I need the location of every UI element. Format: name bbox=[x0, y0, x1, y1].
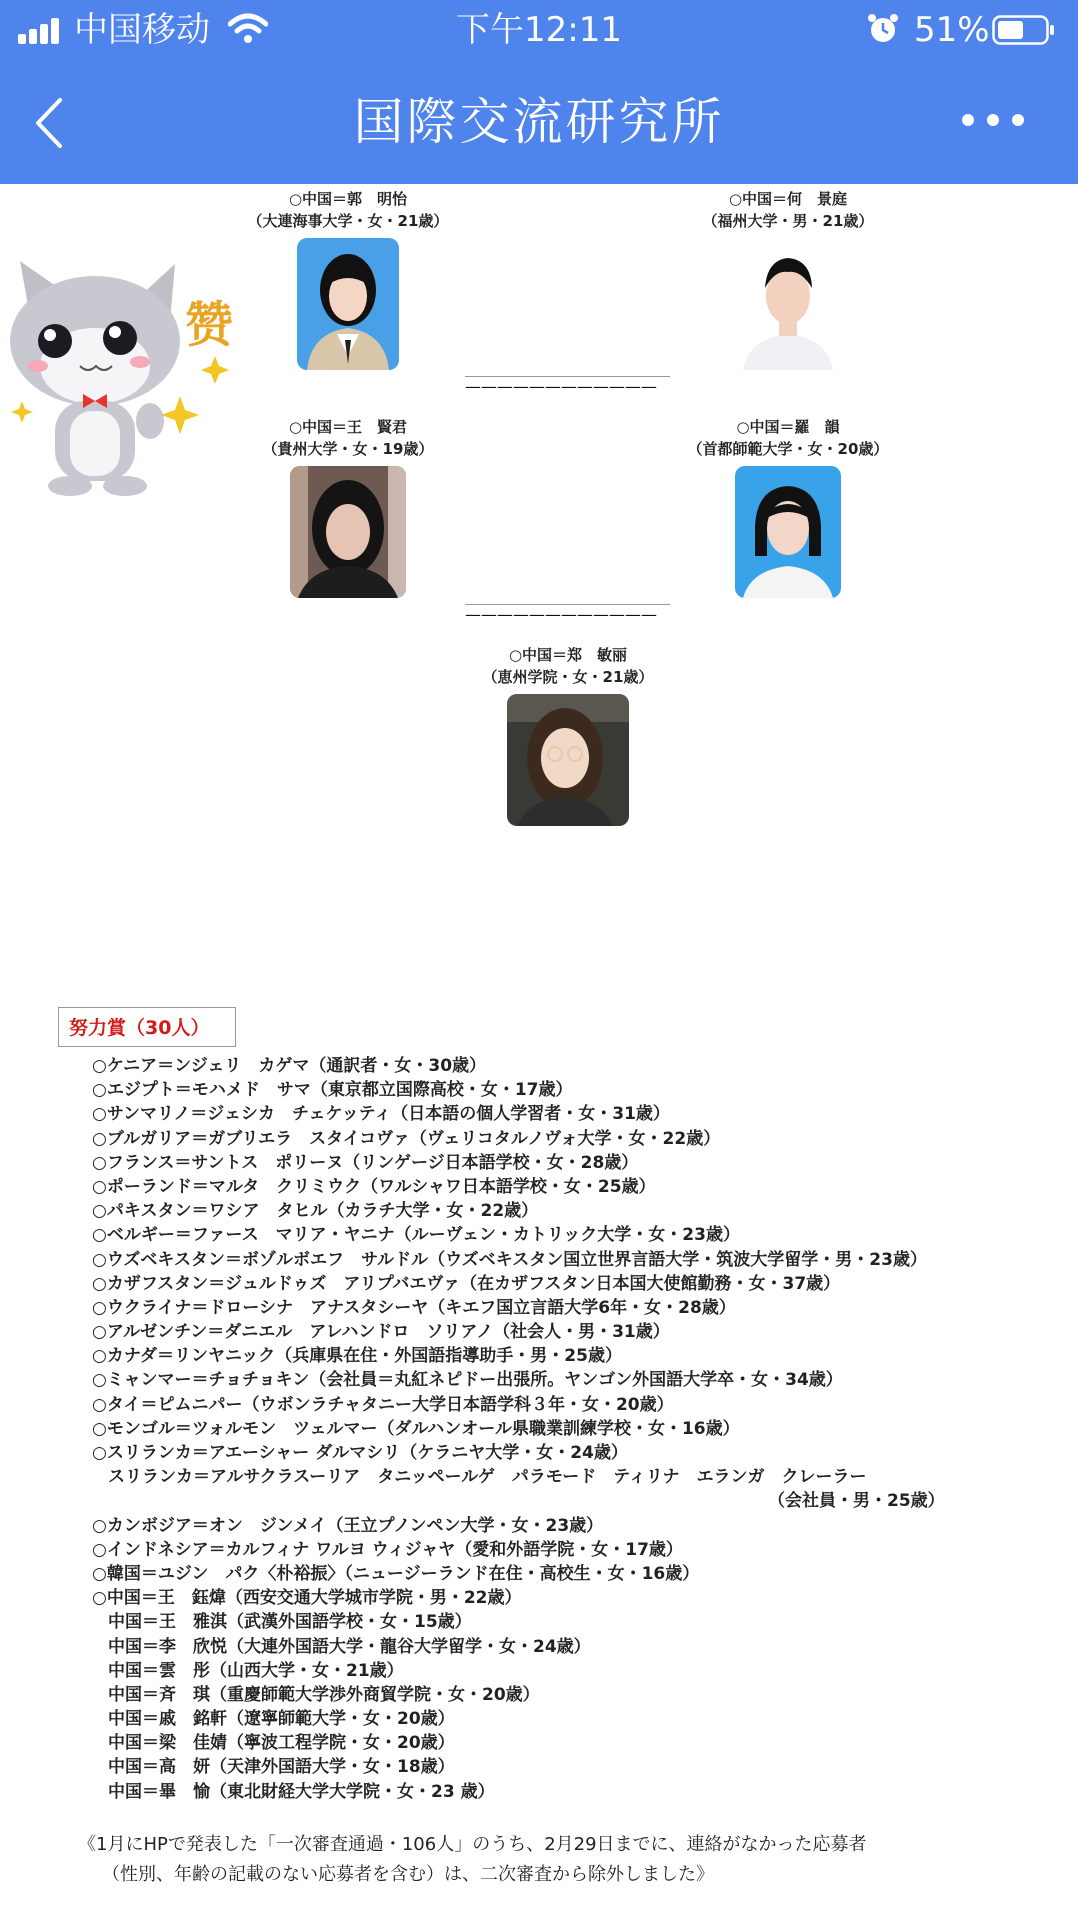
list-item: ○ウズベキスタン＝ボゾルボエフ サルドル（ウズベキスタン国立世界言語大学・筑波大学留学・男・23歳） bbox=[92, 1249, 927, 1270]
winner-name: ○中国＝何 景庭 bbox=[728, 190, 848, 208]
list-item: ○カザフスタン＝ジュルドゥズ アリプバエヴァ（在カザフスタン日本国大使館勤務・女・37歳） bbox=[92, 1273, 841, 1294]
winner-detail: （恵州学院・女・21歳） bbox=[482, 668, 654, 686]
list-item: ○エジプト＝モハメド サマ（東京都立国際高校・女・17歳） bbox=[92, 1080, 573, 1101]
winner-photo[interactable] bbox=[290, 466, 406, 598]
list-item: 中国＝斉 琪（重慶師範大学渉外商貿学院・女・20歳） bbox=[108, 1684, 540, 1705]
list-item: 中国＝梁 佳婧（寧波工程学院・女・20歳） bbox=[108, 1733, 455, 1754]
page-title: 国際交流研究所 bbox=[353, 93, 725, 151]
list-item: ○ブルガリア＝ガブリエラ スタイコヴァ（ヴェリコタルノヴォ大学・女・22歳） bbox=[92, 1128, 721, 1149]
winner-card bbox=[218, 188, 478, 370]
winner-detail: （貴州大学・女・19歳） bbox=[262, 440, 434, 458]
more-icon[interactable] bbox=[958, 108, 1028, 132]
winner-photo[interactable] bbox=[735, 466, 841, 598]
notice-line: （性別、年齢の記載のない応募者を含む）は、二次審査から除外しました》 bbox=[102, 1864, 714, 1885]
list-item: ○インドネシア＝カルフィナ ワルヨ ウィジャヤ（愛和外語学院・女・17歳） bbox=[92, 1539, 683, 1560]
notice-line: 《1月にHPで発表した「一次審査通過・106人」のうち、2月29日までに、連絡がなかった応募者 bbox=[78, 1834, 867, 1855]
effort-award-heading: 努力賞（30人） bbox=[58, 1007, 236, 1047]
list-item: 中国＝畢 愉（東北財経大学大学院・女・23 歳） bbox=[108, 1781, 495, 1802]
list-item: ○ベルギー＝ファース マリア・ヤニナ（ルーヴェン・カトリック大学・女・23歳） bbox=[92, 1225, 740, 1246]
winner-card bbox=[658, 416, 918, 598]
winner-name: ○中国＝王 賢君 bbox=[288, 418, 408, 436]
list-item: ○ウクライナ＝ドローシナ アナスタシーヤ（キエフ国立言語大学6年・女・28歳） bbox=[92, 1297, 736, 1318]
list-item: ○タイ＝ピムニパー（ウボンラチャタニー大学日本語学科３年・女・20歳） bbox=[92, 1394, 674, 1415]
list-item: スリランカ＝アルサクラスーリア タニッペールゲ パラモード ティリナ エランガ クレーラー bbox=[108, 1467, 867, 1488]
list-item: ○ミャンマー＝チョチョキン（会社員＝丸紅ネピドー出張所。ヤンゴン外国語大学卒・女・34歳） bbox=[92, 1370, 843, 1391]
nav-bar bbox=[0, 60, 1078, 184]
list-item: ○アルゼンチン＝ダニエル アレハンドロ ソリアノ（社会人・男・31歳） bbox=[92, 1322, 670, 1343]
winner-detail: （福州大学・男・21歳） bbox=[702, 212, 874, 230]
winner-photo[interactable] bbox=[297, 238, 399, 370]
winner-card bbox=[658, 188, 918, 370]
list-item: ○サンマリノ＝ジェシカ チェケッティ（日本語の個人学習者・女・31歳） bbox=[92, 1104, 670, 1125]
list-item: ○フランス＝サントス ポリーヌ（リンゲージ日本語学校・女・28歳） bbox=[92, 1152, 639, 1173]
list-item: ○スリランカ＝アエーシャー ダルマシリ（ケラニヤ大学・女・24歳） bbox=[92, 1443, 628, 1463]
status-time: 下午12:11 bbox=[456, 10, 622, 50]
separator: ———————————— bbox=[465, 376, 670, 396]
effort-award-list bbox=[92, 1054, 1052, 1804]
winner-name: ○中国＝郭 明怡 bbox=[288, 190, 408, 208]
winner-detail: （首都師範大学・女・20歳） bbox=[687, 440, 889, 458]
list-item: 中国＝王 雅淇（武漢外国語学校・女・15歳） bbox=[108, 1612, 472, 1633]
winner-detail: （大連海事大学・女・21歳） bbox=[247, 212, 449, 230]
status-bar bbox=[0, 0, 1078, 60]
battery-icon bbox=[992, 15, 1056, 45]
list-item: ○パキスタン＝ワシア タヒル（カラチ大学・女・22歳） bbox=[92, 1201, 539, 1222]
winner-name: ○中国＝羅 韻 bbox=[736, 418, 840, 436]
list-item: 中国＝高 妍（天津外国語大学・女・18歳） bbox=[108, 1757, 455, 1778]
list-item: ○中国＝王 鈺煒（西安交通大学城市学院・男・22歳） bbox=[92, 1588, 522, 1609]
list-item: 中国＝戚 銘軒（遼寧師範大学・女・20歳） bbox=[108, 1709, 455, 1730]
list-item: 中国＝雲 彤（山西大学・女・21歳） bbox=[108, 1660, 404, 1681]
winner-card bbox=[218, 416, 478, 598]
winner-photo[interactable] bbox=[733, 238, 843, 370]
list-item: 中国＝李 欣悦（大連外国語大学・龍谷大学留学・女・24歳） bbox=[108, 1636, 591, 1657]
notice-text bbox=[78, 1830, 1028, 1890]
winner-name: ○中国＝郑 敏丽 bbox=[508, 646, 628, 664]
article-content bbox=[0, 184, 1078, 1920]
list-item: ○カンボジア＝オン ジンメイ（王立プノンペン大学・女・23歳） bbox=[92, 1515, 604, 1536]
winner-card bbox=[438, 644, 698, 826]
battery-percent: 51% bbox=[914, 10, 990, 50]
carrier-name: 中国移动 bbox=[74, 10, 210, 50]
list-item: ○カナダ＝リンヤニック（兵庫県在住・外国語指導助手・男・25歳） bbox=[92, 1346, 622, 1367]
alarm-icon bbox=[866, 12, 900, 46]
sticker-text: 赞 bbox=[185, 297, 234, 353]
list-item: ○ポーランド＝マルタ クリミウク（ワルシャワ日本語学校・女・25歳） bbox=[92, 1176, 656, 1197]
list-item: ○韓国＝ユジン パク〈朴裕振〉（ニュージーランド在住・高校生・女・16歳） bbox=[92, 1563, 700, 1584]
separator: ———————————— bbox=[465, 604, 670, 624]
list-item: （会社員・男・25歳） bbox=[768, 1491, 945, 1512]
winner-photo[interactable] bbox=[507, 694, 629, 826]
list-item: ○ケニア＝ンジェリ カゲマ（通訳者・女・30歳） bbox=[92, 1056, 487, 1076]
list-item: ○モンゴル＝ツォルモン ツェルマー（ダルハンオール県職業訓練学校・女・16歳） bbox=[92, 1418, 740, 1439]
